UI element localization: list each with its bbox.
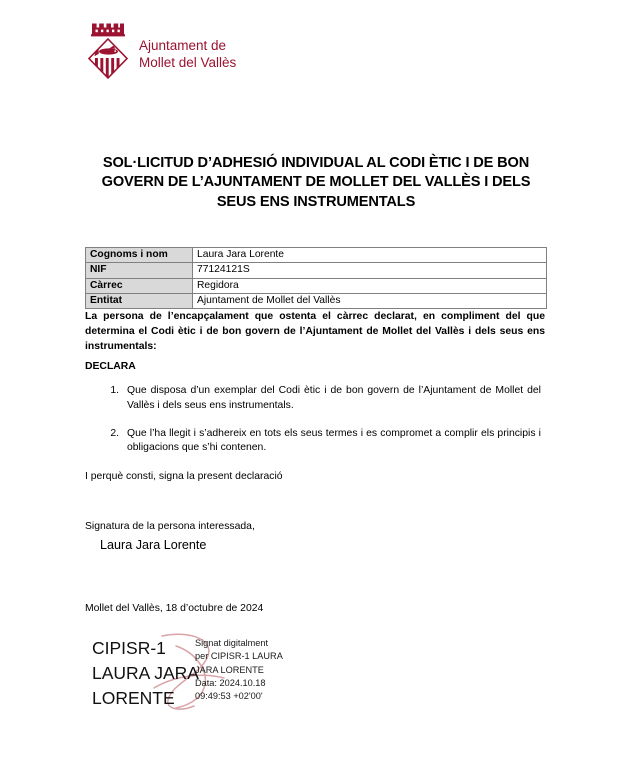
table-cell-value: 77124121S bbox=[193, 263, 547, 278]
document-title: SOL·LICITUD D’ADHESIÓ INDIVIDUAL AL CODI ÈTIC I DE BON GOVERN DE L’AJUNTAMENT DE MOLLET DEL VALLÈS I DELS SEUS ENS INSTRUMENTALS bbox=[101, 155, 531, 210]
dsig-meta-line-5: 09:49:53 +02'00' bbox=[195, 691, 263, 701]
table-cell-key: Entitat bbox=[86, 294, 193, 309]
logo-line-1: Ajuntament de bbox=[139, 37, 227, 53]
closing-line: I perquè consti, signa la present declaració bbox=[85, 471, 283, 482]
dsig-meta-line-2: per CIPISR-1 LAURA bbox=[195, 651, 283, 662]
signature-name: Laura Jara Lorente bbox=[100, 538, 207, 552]
table-cell-key: Càrrec bbox=[86, 278, 193, 293]
list-item bbox=[85, 427, 547, 457]
table-row bbox=[86, 294, 547, 309]
table-row bbox=[86, 278, 547, 293]
dsig-name-line-3: LORENTE bbox=[92, 687, 175, 708]
list-item-text: Que disposa d’un exemplar del Codi ètic i de bon govern de l’Ajuntament de Mollet del Vallès i dels seus ens instrumentals. bbox=[127, 385, 541, 411]
dsig-name-line-2: LAURA JARA bbox=[92, 662, 199, 683]
dsig-meta-line-3: JARA LORENTE bbox=[195, 664, 264, 675]
table-cell-value: Laura Jara Lorente bbox=[193, 248, 547, 263]
list-item-text: Que l’ha llegit i s’adhereix en tots els seus termes i es compromet a complir els principis i obligacions que s’hi contenen. bbox=[127, 427, 541, 454]
list-item-number: 1. bbox=[110, 385, 119, 396]
table-cell-key: Cognoms i nom bbox=[86, 248, 193, 263]
digital-signature-stamp bbox=[88, 630, 308, 715]
digital-signature-metadata bbox=[195, 637, 307, 703]
coat-of-arms-icon bbox=[85, 20, 131, 82]
list-item bbox=[85, 384, 547, 414]
letterhead bbox=[85, 20, 236, 82]
signature-label: Signatura de la persona interessada, bbox=[85, 521, 255, 532]
table-cell-key: NIF bbox=[86, 263, 193, 278]
declara-heading: DECLARA bbox=[85, 361, 136, 372]
table-row bbox=[86, 263, 547, 278]
lead-paragraph: La persona de l’encapçalament que ostenta el càrrec declarat, en compliment del que determina el Codi ètic i de bon govern de l’Ajuntament de Mollet del Vallès i dels seus ens instrumentals: bbox=[85, 311, 545, 352]
applicant-info-table bbox=[85, 247, 547, 309]
logo-line-2: Mollet del Vallès bbox=[139, 55, 237, 70]
dsig-meta-line-4: Data: 2024.10.18 bbox=[195, 677, 266, 688]
table-row bbox=[86, 248, 547, 263]
declarations-list bbox=[85, 384, 547, 469]
list-item-number: 2. bbox=[110, 427, 119, 439]
table-cell-value: Ajuntament de Mollet del Vallès bbox=[193, 294, 547, 309]
place-and-date: Mollet del Vallès, 18 d’octubre de 2024 bbox=[85, 603, 264, 614]
digital-signature-name bbox=[92, 636, 207, 711]
logo-wordmark bbox=[139, 31, 236, 72]
table-cell-value: Regidora bbox=[193, 278, 547, 293]
dsig-meta-line-1: Signat digitalment bbox=[195, 638, 269, 648]
dsig-name-line-1: CIPISR-1 bbox=[92, 638, 166, 658]
